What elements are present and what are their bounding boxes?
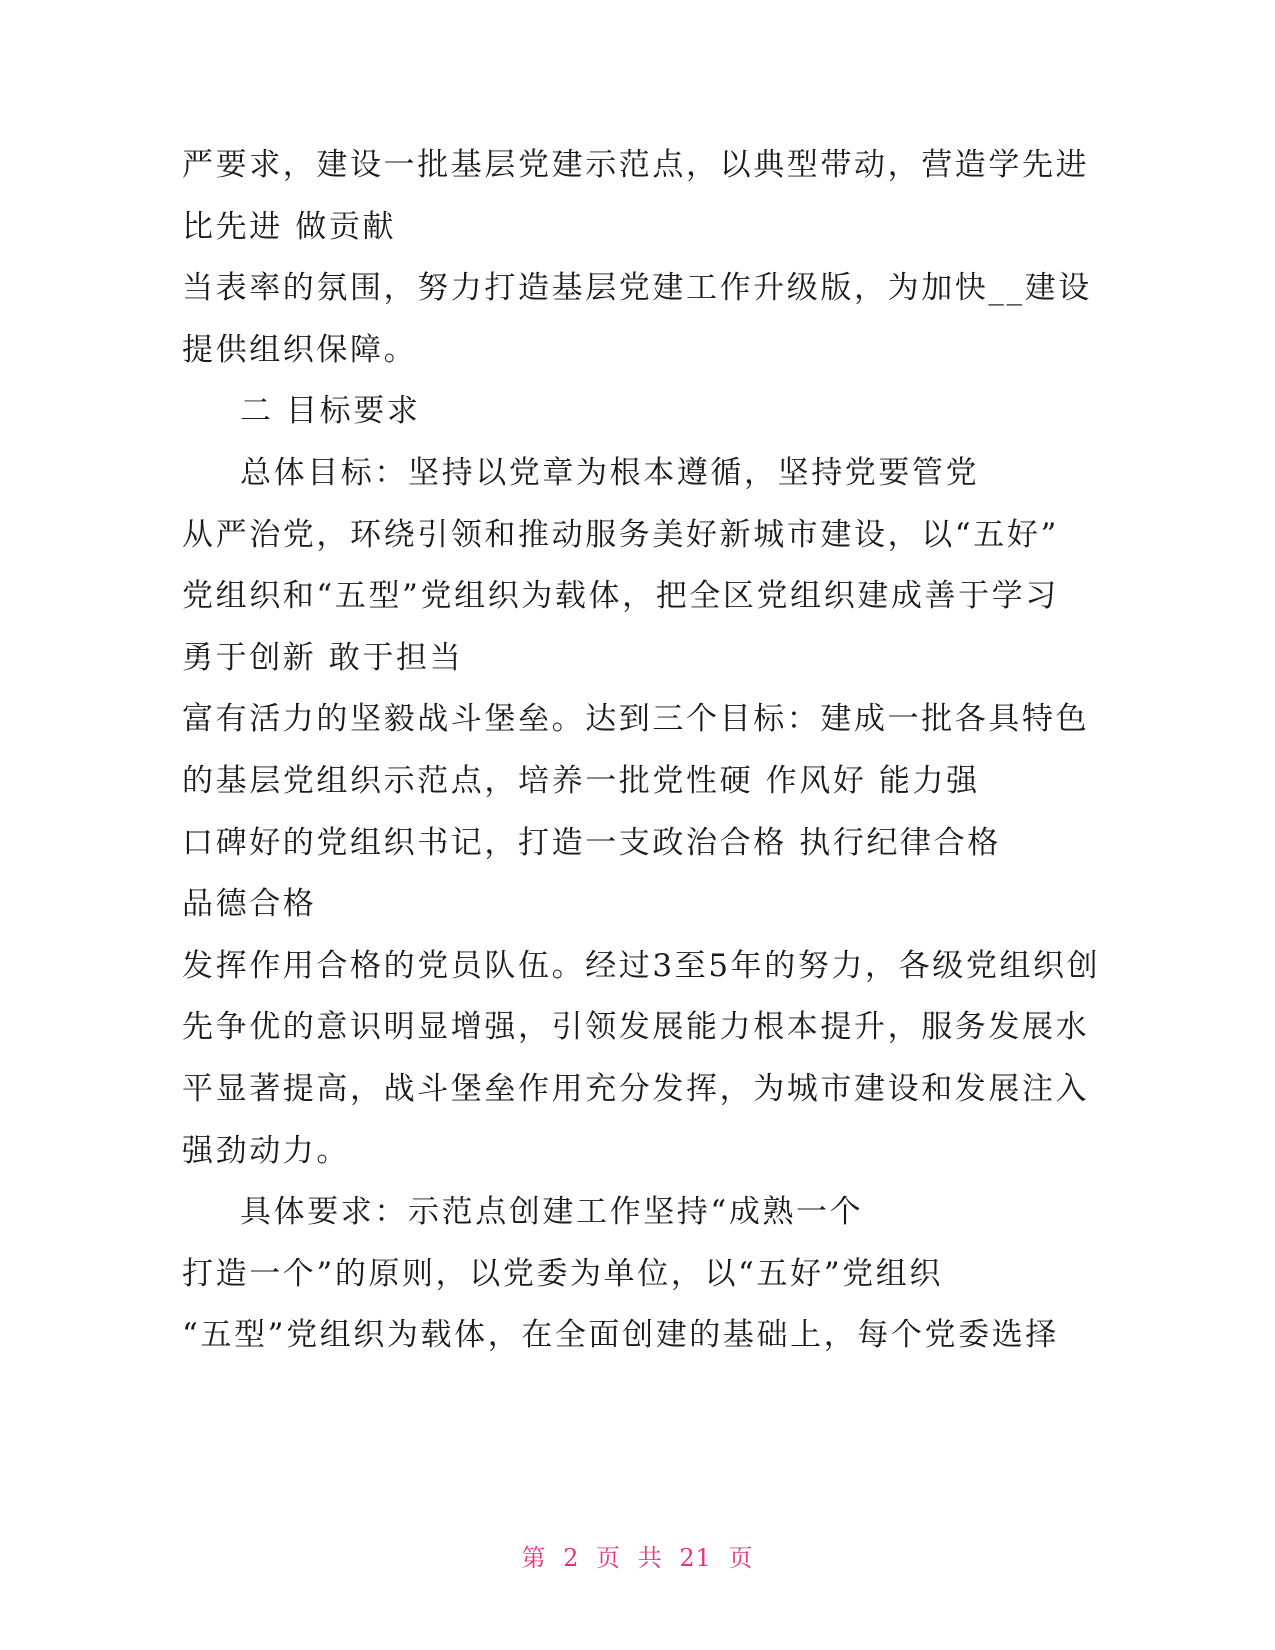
text-line: 总体目标：坚持以党章为根本遵循，坚持党要管党 [240,454,980,491]
text-line: 严要求，建设一批基层党建示范点，以典型带动，营造学先进 [182,147,1090,183]
total-pages-number: 21 [679,1544,712,1572]
text-line: 比先进 做贡献 [182,208,397,245]
text-line: 当表率的氛围，努力打造基层党建工作升级版，为加快__建设 [182,270,1092,307]
section-heading: 二 目标要求 [240,393,421,430]
current-page-number: 2 [563,1544,580,1572]
document-body [182,141,1101,1373]
text-line: 发挥作用合格的党员队伍。经过3至5年的努力，各级党组织创 [182,947,1101,984]
text-line: 党组织和“五型”党组织为载体，把全区党组织建成善于学习 [182,578,1059,615]
text-line: 口碑好的党组织书记，打造一支政治合格 执行纪律合格 [182,824,1001,861]
page-footer [0,1538,1275,1573]
text-line: 从严治党，环绕引领和推动服务美好新城市建设，以“五好” [182,516,1059,553]
text-line: 强劲动力。 [182,1132,350,1169]
footer-page-word: 页 [596,1544,622,1572]
footer-suffix: 页 [728,1544,754,1572]
text-line: 先争优的意识明显增强，引领发展能力根本提升，服务发展水 [182,1009,1090,1046]
footer-total-word: 共 [637,1544,663,1572]
text-line: 的基层党组织示范点，培养一批党性硬 作风好 能力强 [182,762,980,799]
text-line: 提供组织保障。 [182,331,418,368]
text-line: 勇于创新 敢于担当 [182,639,464,676]
text-line: 平显著提高，战斗堡垒作用充分发挥，为城市建设和发展注入 [182,1070,1090,1107]
text-line: 富有活力的坚毅战斗堡垒。达到三个目标：建成一批各具特色 [182,701,1090,738]
text-line: 品德合格 [182,886,317,923]
text-line: 具体要求：示范点创建工作坚持“成熟一个 [240,1194,864,1231]
text-line: “五型”党组织为载体，在全面创建的基础上，每个党委选择 [182,1317,1059,1354]
text-line: 打造一个”的原则，以党委为单位，以“五好”党组织 [182,1255,943,1292]
footer-prefix: 第 [521,1544,547,1572]
